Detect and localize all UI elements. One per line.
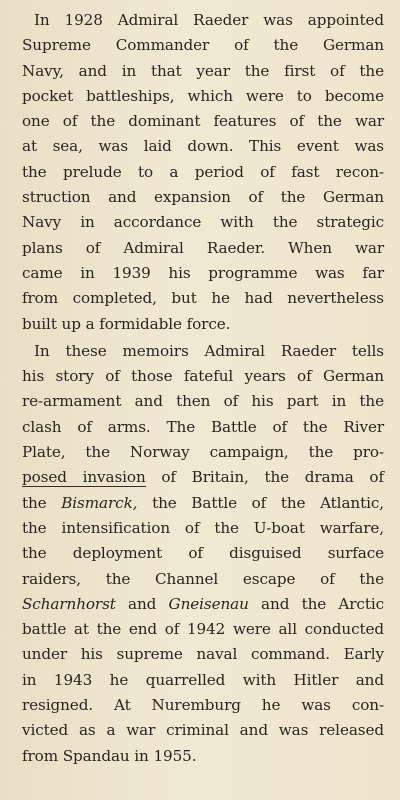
text-line <box>22 592 384 617</box>
text-line: victed as a war criminal and was released <box>22 721 384 740</box>
text-line: his story of those fateful years of German <box>22 367 384 386</box>
text-line: clash of arms. The Battle of the River <box>22 417 384 436</box>
text-line: Plate, the Norway campaign, the pro- <box>22 443 384 462</box>
text-line: under his supreme naval command. Early <box>22 645 384 664</box>
text-line: the deployment of disguised surface <box>22 544 384 563</box>
paragraph-2 <box>22 339 384 769</box>
text-line: In these memoirs Admiral Raeder tells <box>34 341 384 360</box>
text-line: battle at the end of 1942 were all conducted <box>22 620 384 639</box>
text-line: plans of Admiral Raeder. When war <box>22 238 384 257</box>
text-fragment: the Battle of the Atlantic, <box>137 493 384 512</box>
text-line: built up a formidable force. <box>22 314 231 333</box>
text-line: struction and expansion of the German <box>22 188 384 207</box>
text-line: from completed, but he had nevertheless <box>22 289 384 308</box>
text-line: Supreme Commander of the German <box>22 36 384 55</box>
text-line: the intensification of the U-boat warfare, <box>22 518 384 537</box>
text-line: resigned. At Nuremburg he was con- <box>22 696 384 715</box>
paragraph-1 <box>22 8 384 337</box>
text-line: in 1943 he quarrelled with Hitler and <box>22 670 384 689</box>
text-line <box>22 465 384 490</box>
text-line: pocket battleships, which were to become <box>22 86 384 105</box>
text-line: In 1928 Admiral Raeder was appointed <box>34 11 384 29</box>
text-fragment: and the Arctic <box>248 594 384 613</box>
text-fragment: of Britain, the drama of <box>145 468 384 487</box>
text-line: Navy in accordance with the strategic <box>22 213 384 232</box>
text-line: raiders, the Channel escape of the <box>22 569 384 588</box>
ship-name-gneisenau: Gneisenau <box>168 594 249 613</box>
text-line: at sea, was laid down. This event was <box>22 137 384 156</box>
text-fragment: and <box>115 594 169 613</box>
ship-name-bismarck: Bismarck, <box>61 493 138 512</box>
text-line: from Spandau in 1955. <box>22 746 197 765</box>
text-line <box>22 491 384 516</box>
text-line: re-armament and then of his part in the <box>22 392 384 411</box>
blurb-text <box>22 8 384 769</box>
text-line: the prelude to a period of fast recon- <box>22 162 384 181</box>
text-line: Navy, and in that year the first of the <box>22 61 384 80</box>
text-fragment: the <box>22 493 62 512</box>
text-line: came in 1939 his programme was far <box>22 263 384 282</box>
underlined-phrase: posed invasion <box>22 468 146 487</box>
text-line: one of the dominant features of the war <box>22 112 384 131</box>
ship-name-scharnhorst: Scharnhorst <box>22 594 116 613</box>
